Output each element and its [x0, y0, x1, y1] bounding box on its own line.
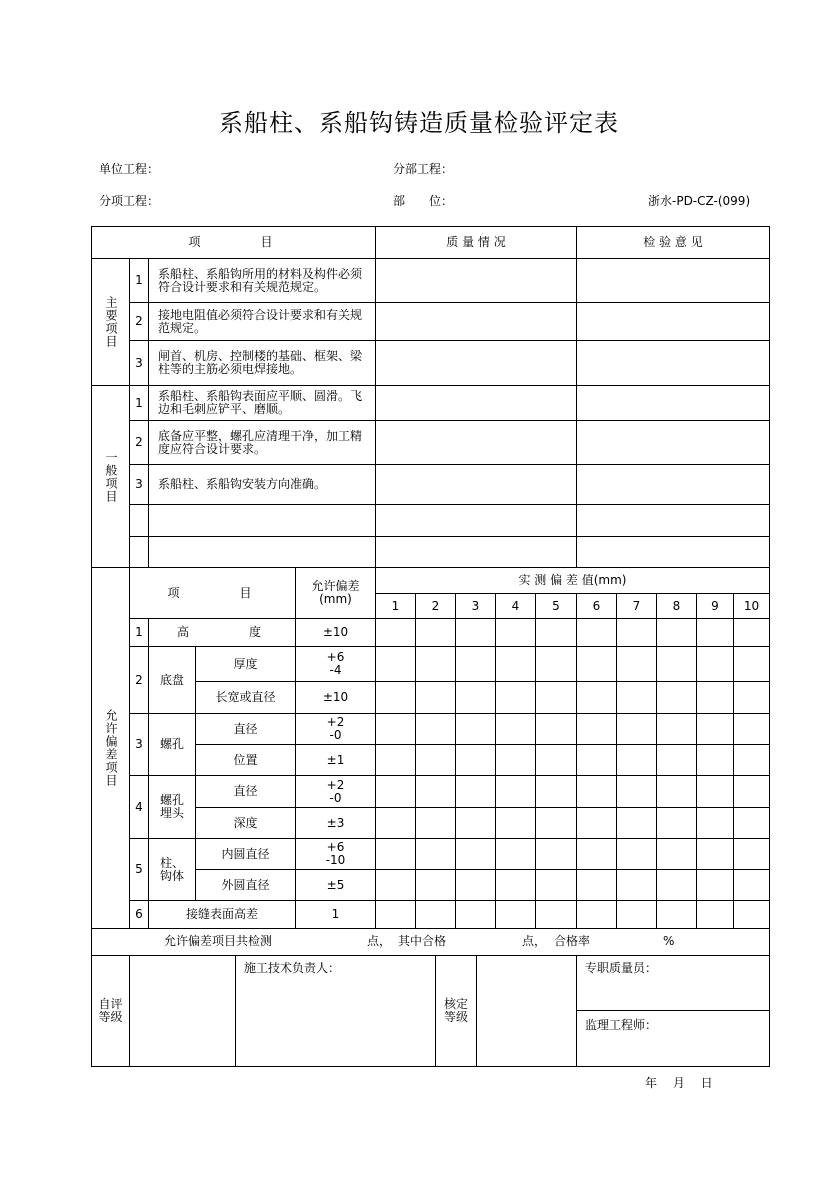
- measured-value-cell[interactable]: [656, 713, 697, 745]
- measured-value-cell[interactable]: [616, 681, 657, 714]
- measured-value-cell[interactable]: [535, 618, 577, 647]
- main-item-text: 闸首、机房、控制楼的基础、框架、梁柱等的主筋必须电焊接地。: [148, 340, 376, 386]
- measured-value-cell[interactable]: [455, 775, 496, 808]
- location-label: 部 位：: [393, 194, 454, 208]
- measured-value-cell[interactable]: [616, 775, 657, 808]
- measured-value-cell[interactable]: [576, 713, 617, 745]
- measured-value-cell[interactable]: [656, 807, 697, 839]
- main-item-text: 系船柱、系船钩所用的材料及构件必须符合设计要求和有关规范规定。: [148, 258, 376, 303]
- deviation-row-number: 1: [129, 618, 149, 647]
- summary-text: 允许偏差项目共检测: [164, 934, 273, 948]
- measured-value-cell[interactable]: [576, 807, 617, 839]
- tolerance-value: ±10: [295, 681, 376, 714]
- summary-text: %: [663, 934, 675, 948]
- measured-value-cell[interactable]: [656, 869, 697, 901]
- measured-value-cell[interactable]: [696, 713, 734, 745]
- measured-value-cell[interactable]: [455, 681, 496, 714]
- measured-value-cell[interactable]: [415, 713, 456, 745]
- measured-value-cell[interactable]: [696, 900, 734, 929]
- measured-value-cell[interactable]: [535, 775, 577, 808]
- measured-value-cell[interactable]: [455, 744, 496, 776]
- tolerance-value: ±1: [295, 744, 376, 776]
- tolerance-value: ±10: [295, 618, 376, 647]
- measured-column-header: 4: [495, 593, 536, 619]
- measured-value-cell[interactable]: [495, 646, 536, 682]
- measured-column-header: 6: [576, 593, 617, 619]
- deviation-row-number: 4: [129, 775, 149, 839]
- measured-value-cell[interactable]: [696, 838, 734, 870]
- deviation-row-number: 2: [129, 646, 149, 714]
- measured-value-cell[interactable]: [375, 807, 416, 839]
- general-item-text: [148, 504, 376, 537]
- measured-value-cell[interactable]: [375, 900, 416, 929]
- measured-value-cell[interactable]: [696, 681, 734, 714]
- general-item-opinion-cell[interactable]: [576, 536, 770, 568]
- measured-value-cell[interactable]: [415, 681, 456, 714]
- measured-value-cell[interactable]: [415, 618, 456, 647]
- deviation-sub-item: 外圆直径: [195, 869, 296, 901]
- deviation-items-label: 允许偏差项目: [91, 567, 130, 929]
- main-item-opinion-cell[interactable]: [576, 340, 770, 386]
- tolerance-value: +2 -0: [295, 713, 376, 745]
- measured-value-cell[interactable]: [455, 838, 496, 870]
- general-item-text: 底备应平整，螺孔应清理干净，加工精度应符合设计要求。: [148, 420, 376, 465]
- summary-text: 其中合格: [398, 934, 447, 948]
- item-project-label: 分项工程：: [99, 194, 160, 208]
- quality-officer-field[interactable]: 专职质量员：: [576, 955, 770, 1011]
- measured-value-cell[interactable]: [535, 807, 577, 839]
- general-item-number: 1: [129, 385, 149, 421]
- main-items-label: 主要项目: [91, 258, 130, 386]
- general-item-quality-cell[interactable]: [375, 385, 577, 421]
- general-item-opinion-cell[interactable]: [576, 464, 770, 505]
- deviation-group-name: 螺孔埋头: [148, 775, 196, 839]
- general-item-quality-cell[interactable]: [375, 464, 577, 505]
- date-label: 年 月 日: [645, 1076, 713, 1090]
- measured-value-cell[interactable]: [495, 775, 536, 808]
- measured-value-cell[interactable]: [495, 744, 536, 776]
- main-item-quality-cell[interactable]: [375, 302, 577, 341]
- deviation-row-number: 6: [129, 900, 149, 929]
- measured-value-cell[interactable]: [616, 807, 657, 839]
- self-grade-value[interactable]: [129, 955, 236, 1067]
- general-item-number: 3: [129, 464, 149, 505]
- tolerance-value: +6 -4: [295, 646, 376, 682]
- measured-value-cell[interactable]: [415, 869, 456, 901]
- measured-value-cell[interactable]: [535, 838, 577, 870]
- unit-project-label: 单位工程：: [99, 162, 160, 176]
- measured-value-cell[interactable]: [535, 900, 577, 929]
- general-item-number: 2: [129, 420, 149, 465]
- measured-value-cell[interactable]: [733, 618, 770, 647]
- measured-value-cell[interactable]: [375, 618, 416, 647]
- verified-grade-value[interactable]: [476, 955, 577, 1067]
- main-item-number: 2: [129, 302, 149, 341]
- deviation-row-name: 高 度: [148, 618, 296, 647]
- main-item-opinion-cell[interactable]: [576, 258, 770, 303]
- measured-value-cell[interactable]: [415, 775, 456, 808]
- general-item-text: [148, 536, 376, 568]
- measured-value-cell[interactable]: [733, 807, 770, 839]
- measured-value-cell[interactable]: [455, 807, 496, 839]
- deviation-row-number: 5: [129, 838, 149, 901]
- measured-value-cell[interactable]: [535, 646, 577, 682]
- measured-value-cell[interactable]: [616, 646, 657, 682]
- general-item-text: 系船柱、系船钩表面应平顺、圆滑。飞边和毛刺应铲平、磨顺。: [148, 385, 376, 421]
- measured-value-cell[interactable]: [696, 775, 734, 808]
- measured-value-cell[interactable]: [495, 869, 536, 901]
- measured-value-cell[interactable]: [535, 713, 577, 745]
- construction-lead-field[interactable]: 施工技术负责人：: [235, 955, 436, 1067]
- measured-value-cell[interactable]: [375, 646, 416, 682]
- division-project-label: 分部工程：: [393, 162, 454, 176]
- header-quality: 质 量 情 况: [375, 226, 577, 259]
- tolerance-value: ±3: [295, 807, 376, 839]
- deviation-sub-item: 位置: [195, 744, 296, 776]
- measured-value-cell[interactable]: [535, 681, 577, 714]
- measured-value-cell[interactable]: [733, 775, 770, 808]
- measured-value-cell[interactable]: [495, 838, 536, 870]
- measured-value-cell[interactable]: [656, 646, 697, 682]
- measured-value-cell[interactable]: [415, 646, 456, 682]
- tolerance-value: +2 -0: [295, 775, 376, 808]
- measured-value-cell[interactable]: [415, 807, 456, 839]
- measured-value-cell[interactable]: [733, 900, 770, 929]
- form-code: 浙水-PD-CZ-(099): [648, 194, 751, 208]
- measured-value-cell[interactable]: [733, 681, 770, 714]
- measured-value-cell[interactable]: [733, 838, 770, 870]
- measured-value-cell[interactable]: [495, 807, 536, 839]
- measured-value-cell[interactable]: [455, 618, 496, 647]
- measured-value-cell[interactable]: [415, 838, 456, 870]
- measured-value-cell[interactable]: [535, 869, 577, 901]
- measured-value-cell[interactable]: [656, 744, 697, 776]
- measured-value-cell[interactable]: [576, 646, 617, 682]
- deviation-sub-item: 厚度: [195, 646, 296, 682]
- deviation-sub-item: 深度: [195, 807, 296, 839]
- measured-value-cell[interactable]: [576, 869, 617, 901]
- main-item-number: 1: [129, 258, 149, 303]
- tolerance-value: +6 -10: [295, 838, 376, 870]
- summary-text: 合格率: [554, 934, 591, 948]
- measured-value-cell[interactable]: [576, 838, 617, 870]
- measured-value-cell[interactable]: [576, 775, 617, 808]
- measured-value-cell[interactable]: [733, 744, 770, 776]
- general-item-opinion-cell[interactable]: [576, 504, 770, 537]
- tolerance-value: 1: [295, 900, 376, 929]
- measured-value-cell[interactable]: [733, 869, 770, 901]
- tolerance-header: 允许偏差 (mm): [295, 567, 376, 619]
- measured-value-cell[interactable]: [696, 744, 734, 776]
- main-item-text: 接地电阻值必须符合设计要求和有关规范规定。: [148, 302, 376, 341]
- supervisor-field[interactable]: 监理工程师：: [576, 1010, 770, 1067]
- header-opinion: 检 验 意 见: [576, 226, 770, 259]
- measured-column-header: 1: [375, 593, 416, 619]
- measured-column-header: 10: [733, 593, 770, 619]
- deviation-group-name: 底盘: [148, 646, 196, 714]
- measured-value-cell[interactable]: [415, 744, 456, 776]
- measured-value-cell[interactable]: [535, 744, 577, 776]
- measured-value-cell[interactable]: [656, 618, 697, 647]
- measured-column-header: 7: [616, 593, 657, 619]
- general-item-text: 系船柱、系船钩安装方向准确。: [148, 464, 376, 505]
- measured-value-cell[interactable]: [656, 775, 697, 808]
- measured-header: 实 测 偏 差 值(mm): [375, 567, 770, 594]
- general-items-label: 一般项目: [91, 385, 130, 568]
- deviation-group-name: 柱、钩体: [148, 838, 196, 901]
- verified-grade-label: 核定 等级: [435, 955, 477, 1067]
- measured-value-cell[interactable]: [375, 744, 416, 776]
- measured-column-header: 5: [535, 593, 577, 619]
- measured-value-cell[interactable]: [375, 775, 416, 808]
- deviation-sub-item: 直径: [195, 713, 296, 745]
- deviation-row-number: 3: [129, 713, 149, 776]
- measured-value-cell[interactable]: [495, 681, 536, 714]
- measured-value-cell[interactable]: [616, 713, 657, 745]
- summary-text: 点，: [522, 934, 547, 948]
- measured-value-cell[interactable]: [616, 744, 657, 776]
- general-item-opinion-cell[interactable]: [576, 385, 770, 421]
- measured-value-cell[interactable]: [616, 618, 657, 647]
- measured-value-cell[interactable]: [375, 681, 416, 714]
- deviation-sub-item: 内圆直径: [195, 838, 296, 870]
- measured-value-cell[interactable]: [696, 618, 734, 647]
- page-title: 系船柱、系船钩铸造质量检验评定表: [219, 109, 619, 137]
- deviation-sub-item: 直径: [195, 775, 296, 808]
- measured-value-cell[interactable]: [733, 646, 770, 682]
- measured-value-cell[interactable]: [495, 900, 536, 929]
- general-item-quality-cell[interactable]: [375, 504, 577, 537]
- measured-value-cell[interactable]: [495, 713, 536, 745]
- measured-value-cell[interactable]: [576, 618, 617, 647]
- main-item-quality-cell[interactable]: [375, 258, 577, 303]
- main-item-number: 3: [129, 340, 149, 386]
- measured-value-cell[interactable]: [375, 713, 416, 745]
- measured-value-cell[interactable]: [616, 869, 657, 901]
- measured-value-cell[interactable]: [455, 869, 496, 901]
- self-grade-label: 自评 等级: [91, 955, 130, 1067]
- measured-value-cell[interactable]: [495, 618, 536, 647]
- measured-value-cell[interactable]: [375, 838, 416, 870]
- general-item-quality-cell[interactable]: [375, 420, 577, 465]
- summary-row: [91, 928, 770, 956]
- measured-value-cell[interactable]: [576, 900, 617, 929]
- measured-value-cell[interactable]: [455, 646, 496, 682]
- main-item-quality-cell[interactable]: [375, 340, 577, 386]
- measured-value-cell[interactable]: [656, 681, 697, 714]
- measured-column-header: 2: [415, 593, 456, 619]
- measured-value-cell[interactable]: [656, 838, 697, 870]
- measured-value-cell[interactable]: [415, 900, 456, 929]
- measured-value-cell[interactable]: [733, 713, 770, 745]
- main-item-opinion-cell[interactable]: [576, 302, 770, 341]
- tolerance-value: ±5: [295, 869, 376, 901]
- general-item-quality-cell[interactable]: [375, 536, 577, 568]
- measured-value-cell[interactable]: [455, 713, 496, 745]
- general-item-number: [129, 504, 149, 537]
- measured-value-cell[interactable]: [375, 869, 416, 901]
- measured-value-cell[interactable]: [696, 869, 734, 901]
- measured-value-cell[interactable]: [696, 807, 734, 839]
- deviation-group-name: 螺孔: [148, 713, 196, 776]
- measured-value-cell[interactable]: [696, 646, 734, 682]
- deviation-sub-item: 长宽或直径: [195, 681, 296, 714]
- summary-text: 点，: [367, 934, 392, 948]
- measured-value-cell[interactable]: [576, 681, 617, 714]
- measured-value-cell[interactable]: [455, 900, 496, 929]
- measured-column-header: 8: [656, 593, 697, 619]
- measured-value-cell[interactable]: [656, 900, 697, 929]
- deviation-row-name: 接缝表面高差: [148, 900, 296, 929]
- general-item-opinion-cell[interactable]: [576, 420, 770, 465]
- measured-value-cell[interactable]: [616, 838, 657, 870]
- header-item: 项 目: [91, 226, 376, 259]
- measured-column-header: 9: [696, 593, 734, 619]
- measured-value-cell[interactable]: [576, 744, 617, 776]
- general-item-number: [129, 536, 149, 568]
- measured-column-header: 3: [455, 593, 496, 619]
- deviation-item-header: 项 目: [129, 567, 296, 619]
- measured-value-cell[interactable]: [616, 900, 657, 929]
